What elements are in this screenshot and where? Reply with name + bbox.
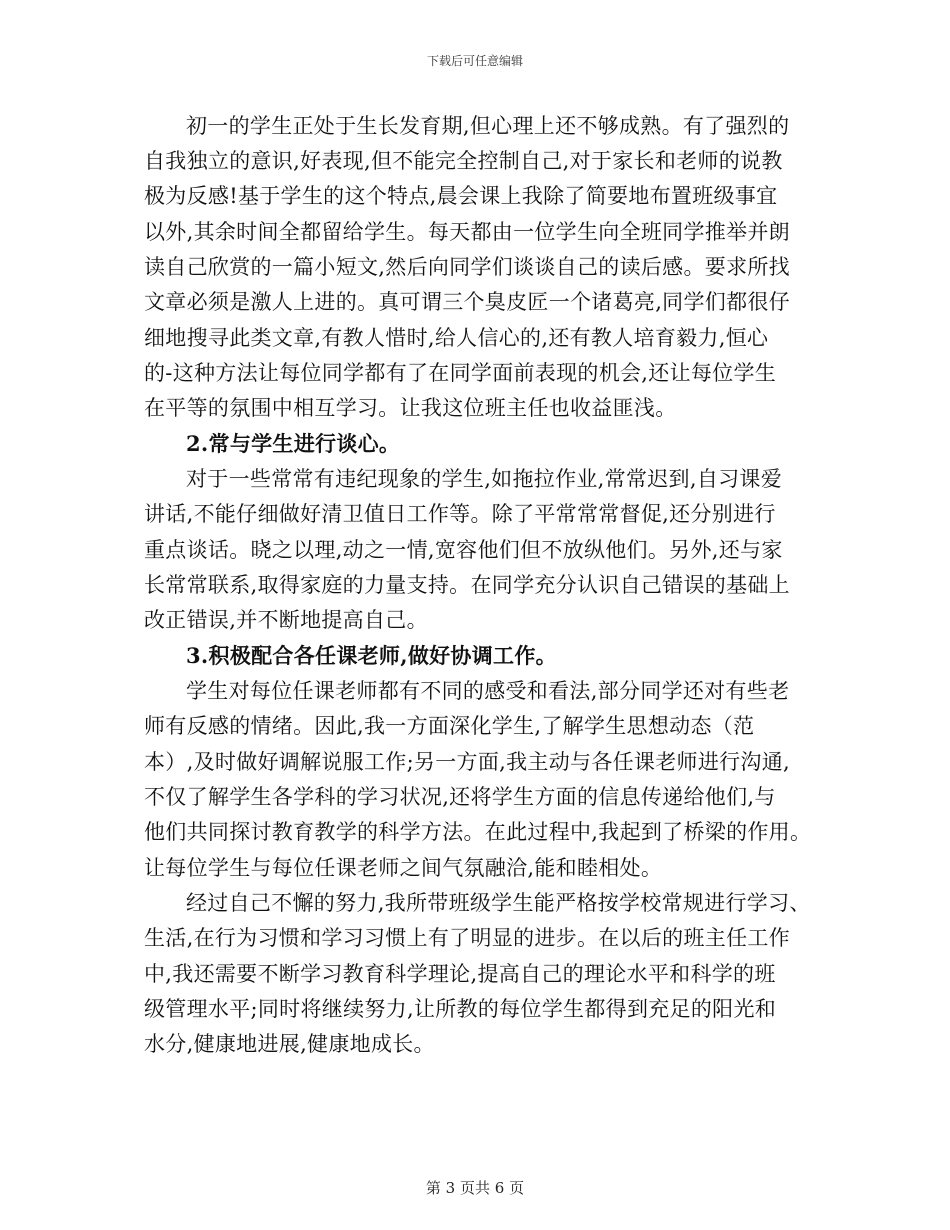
paragraph-line: 讲话,不能仔细做好清卫值日工作等。除了平常常常督促,还分别进行 xyxy=(144,502,776,526)
paragraph-line: 的-这种方法让每位同学都有了在同学面前表现的机会,还让每位学生 xyxy=(144,361,777,385)
paragraph-line: 重点谈话。晓之以理,动之一情,宽容他们但不放纵他们。另外,还与家 xyxy=(144,538,783,562)
paragraph-line: 初一的学生正处于生长发育期,但心理上还不够成熟。有了强烈的 xyxy=(186,114,790,138)
paragraph-line: 让每位学生与每位任课老师之间气氛融洽,能和睦相处。 xyxy=(144,856,663,880)
paragraph-line: 级管理水平;同时将继续努力,让所教的每位学生都得到充足的阳光和 xyxy=(144,997,777,1021)
section-heading: 2.常与学生进行谈心。 xyxy=(186,431,401,456)
page-footer: 第 3 页共 6 页 xyxy=(425,1179,525,1197)
section-heading: 3.积极配合各任课老师,做好协调工作。 xyxy=(186,643,557,668)
paragraph-line: 经过自己不懈的努力,我所带班级学生能严格按学校常规进行学习、 xyxy=(186,891,811,915)
paragraph-line: 在平等的氛围中相互学习。让我这位班主任也收益匪浅。 xyxy=(144,396,677,420)
paragraph-line: 长常常联系,取得家庭的力量支持。在同学充分认识自己错误的基础上 xyxy=(144,573,790,597)
paragraph-line: 极为反感!基于学生的这个特点,晨会课上我除了简要地布置班级事宜 xyxy=(144,184,778,208)
paragraph-line: 读自己欣赏的一篇小短文,然后向同学们谈谈自己的读后感。要求所找 xyxy=(144,255,790,279)
paragraph-line: 不仅了解学生各学科的学习状况,还将学生方面的信息传递给他们,与 xyxy=(144,785,776,809)
paragraph-line: 他们共同探讨教育教学的科学方法。在此过程中,我起到了桥梁的作用。 xyxy=(144,820,812,844)
paragraph-line: 水分,健康地进展,健康地成长。 xyxy=(144,1032,435,1056)
paragraph-line: 生活,在行为习惯和学习习惯上有了明显的进步。在以后的班主任工作 xyxy=(144,926,790,950)
paragraph-line: 本）,及时做好调解说服工作;另一方面,我主动与各任课老师进行沟通, xyxy=(144,750,790,774)
paragraph-line: 中,我还需要不断学习教育科学理论,提高自己的理论水平和科学的班 xyxy=(144,962,776,986)
paragraph-line: 师有反感的情绪。因此,我一方面深化学生,了解学生思想动态（范 xyxy=(144,714,755,738)
paragraph-line: 学生对每位任课老师都有不同的感受和看法,部分同学还对有些老 xyxy=(186,679,790,703)
page-header: 下载后可任意编辑 xyxy=(426,54,523,68)
paragraph-line: 文章必须是激人上进的。真可谓三个臭皮匠一个诸葛亮,同学们都很仔 xyxy=(144,290,790,314)
paragraph-line: 细地搜寻此类文章,有教人惜时,给人信心的,还有教人培育毅力,恒心 xyxy=(144,326,769,350)
paragraph-line: 自我独立的意识,好表现,但不能完全控制自己,对于家长和老师的说教 xyxy=(144,149,783,173)
paragraph-line: 改正错误,并不断地提高自己。 xyxy=(144,608,428,632)
paragraph-line: 对于一些常常有违纪现象的学生,如拖拉作业,常常迟到,自习课爱 xyxy=(186,467,783,491)
paragraph-line: 以外,其余时间全都留给学生。每天都由一位学生向全班同学推举并朗 xyxy=(144,220,790,244)
